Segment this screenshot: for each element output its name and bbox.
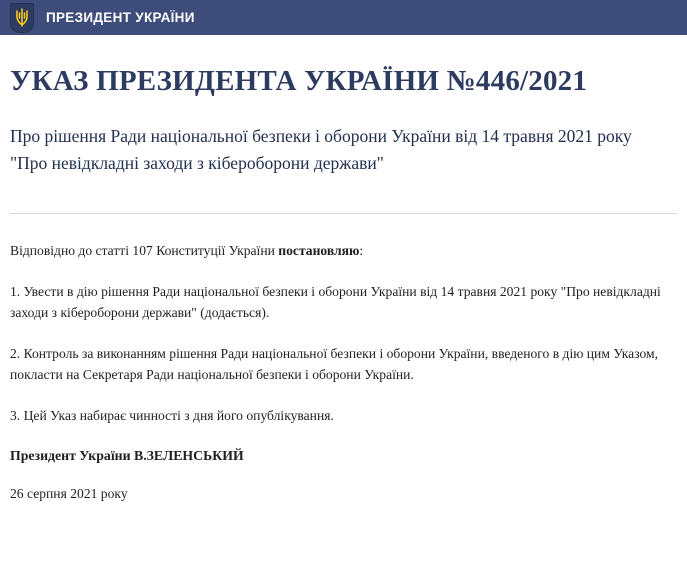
document-intro [10, 240, 675, 261]
site-title: ПРЕЗИДЕНТ УКРАЇНИ [46, 10, 195, 25]
document-subtitle: Про рішення Ради національної безпеки і оборони України від 14 травня 2021 року "Про невідкладні заходи з кібероборони держави" [10, 126, 632, 174]
document-paragraph-3: 3. Цей Указ набирає чинності з дня його опублікування. [10, 407, 334, 423]
document-date: 26 серпня 2021 року [10, 485, 128, 501]
site-header-bar [0, 0, 687, 35]
document-paragraph-1: 1. Увести в дію рішення Ради національної безпеки і оборони України від 14 травня 2021 року "Про невідкладні заходи з кібероборони держави" (додається). [10, 283, 661, 320]
page-title: УКАЗ ПРЕЗИДЕНТА УКРАЇНИ №446/2021 [10, 65, 588, 97]
document-signature: Президент України В.ЗЕЛЕНСЬКИЙ [10, 447, 244, 463]
divider [10, 213, 677, 214]
ukraine-trident-emblem-icon [10, 3, 34, 33]
intro-prefix: Відповідно до статті 107 Конституції України [10, 242, 279, 258]
intro-bold: постановляю [278, 242, 360, 258]
document-page [0, 65, 687, 502]
intro-suffix: : [359, 242, 364, 258]
document-paragraph-2: 2. Контроль за виконанням рішення Ради національної безпеки і оборони України, введеного в дію цим Указом, покласти на Секретаря Ради національної безпеки і оборони України. [10, 345, 659, 382]
